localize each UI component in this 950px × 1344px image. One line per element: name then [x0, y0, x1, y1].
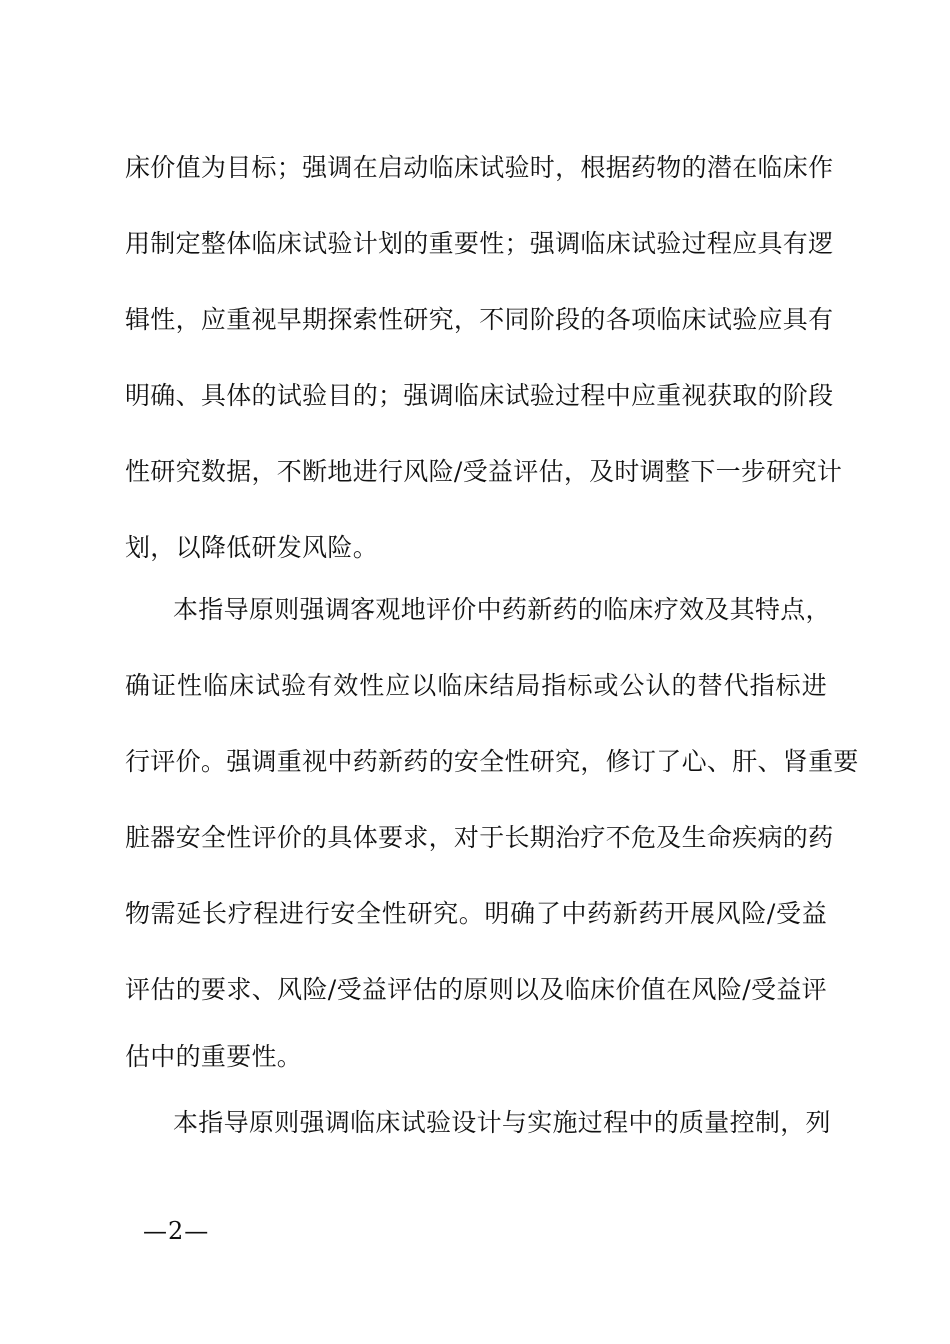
body-line-3: 辑性，应重视早期探索性研究，不同阶段的各项临床试验应具有: [125, 305, 834, 334]
body-line-4: 明确、具体的试验目的；强调临床试验过程中应重视获取的阶段: [125, 381, 834, 410]
body-line-7: 本指导原则强调客观地评价中药新药的临床疗效及其特点，: [173, 595, 831, 624]
page-number: —2—: [143, 1217, 210, 1245]
body-line-14: 本指导原则强调临床试验设计与实施过程中的质量控制，列: [173, 1108, 831, 1137]
body-line-9: 行评价。强调重视中药新药的安全性研究，修订了心、肝、肾重要: [125, 747, 859, 776]
body-line-11: 物需延长疗程进行安全性研究。明确了中药新药开展风险/受益: [125, 899, 827, 928]
body-line-8: 确证性临床试验有效性应以临床结局指标或公认的替代指标进: [125, 671, 827, 700]
body-line-5: 性研究数据，不断地进行风险/受益评估，及时调整下一步研究计: [125, 457, 843, 486]
body-line-2: 用制定整体临床试验计划的重要性；强调临床试验过程应具有逻: [125, 229, 834, 258]
body-line-6: 划，以降低研发风险。: [125, 533, 379, 562]
body-line-12: 评估的要求、风险/受益评估的原则以及临床价值在风险/受益评: [125, 975, 827, 1004]
body-line-10: 脏器安全性评价的具体要求，对于长期治疗不危及生命疾病的药: [125, 823, 834, 852]
body-line-1: 床价值为目标；强调在启动临床试验时，根据药物的潜在临床作: [125, 153, 834, 182]
body-line-13: 估中的重要性。: [125, 1042, 303, 1071]
